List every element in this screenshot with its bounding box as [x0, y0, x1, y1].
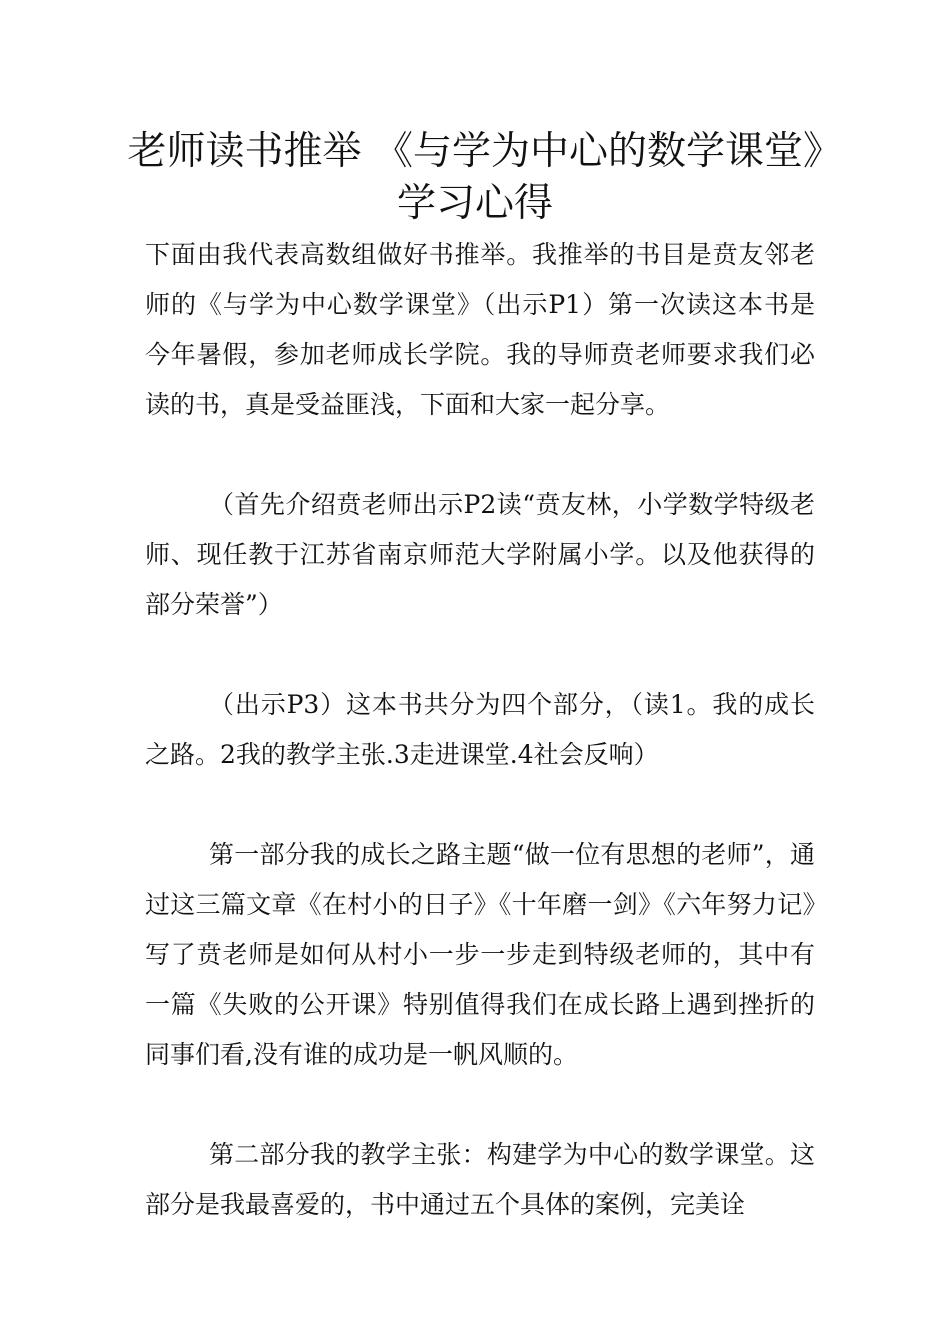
- paragraph-author-intro: （首先介绍贲老师出示P2读“贲友林，小学数学特级老师、现任教于江苏省南京师范大学附属小学。以及他获得的部分荣誉”）: [145, 490, 815, 619]
- document-title: 老师读书推举 《与学为中心的数学课堂》学习心得: [127, 129, 823, 226]
- paragraph-part-one: 第一部分我的成长之路主题“做一位有思想的老师”，通过这三篇文章《在村小的日子》《十年磨一剑》《六年努力记》写了贲老师是如何从村小一步一步走到特级老师的，其中有一篇《失败的公开课》特别值得我们在成长路上遇到挫折的同事们看,没有谁的成功是一帆风顺的。: [145, 840, 815, 1069]
- paragraph-book-structure: （出示P3）这本书共分为四个部分，（读1。我的成长之路。2我的教学主张.3走进课堂.4社会反响）: [145, 690, 815, 769]
- paragraph-part-two: 第二部分我的教学主张：构建学为中心的数学课堂。这部分是我最喜爱的，书中通过五个具体的案例，完美诠: [145, 1140, 815, 1219]
- paragraph-intro: 下面由我代表高数组做好书推举。我推举的书目是贲友邻老师的《与学为中心数学课堂》（出示P1）第一次读这本书是今年暑假，参加老师成长学院。我的导师贲老师要求我们必读的书，真是受益匪浅，下面和大家一起分享。: [145, 240, 815, 419]
- document-body: [145, 230, 815, 1230]
